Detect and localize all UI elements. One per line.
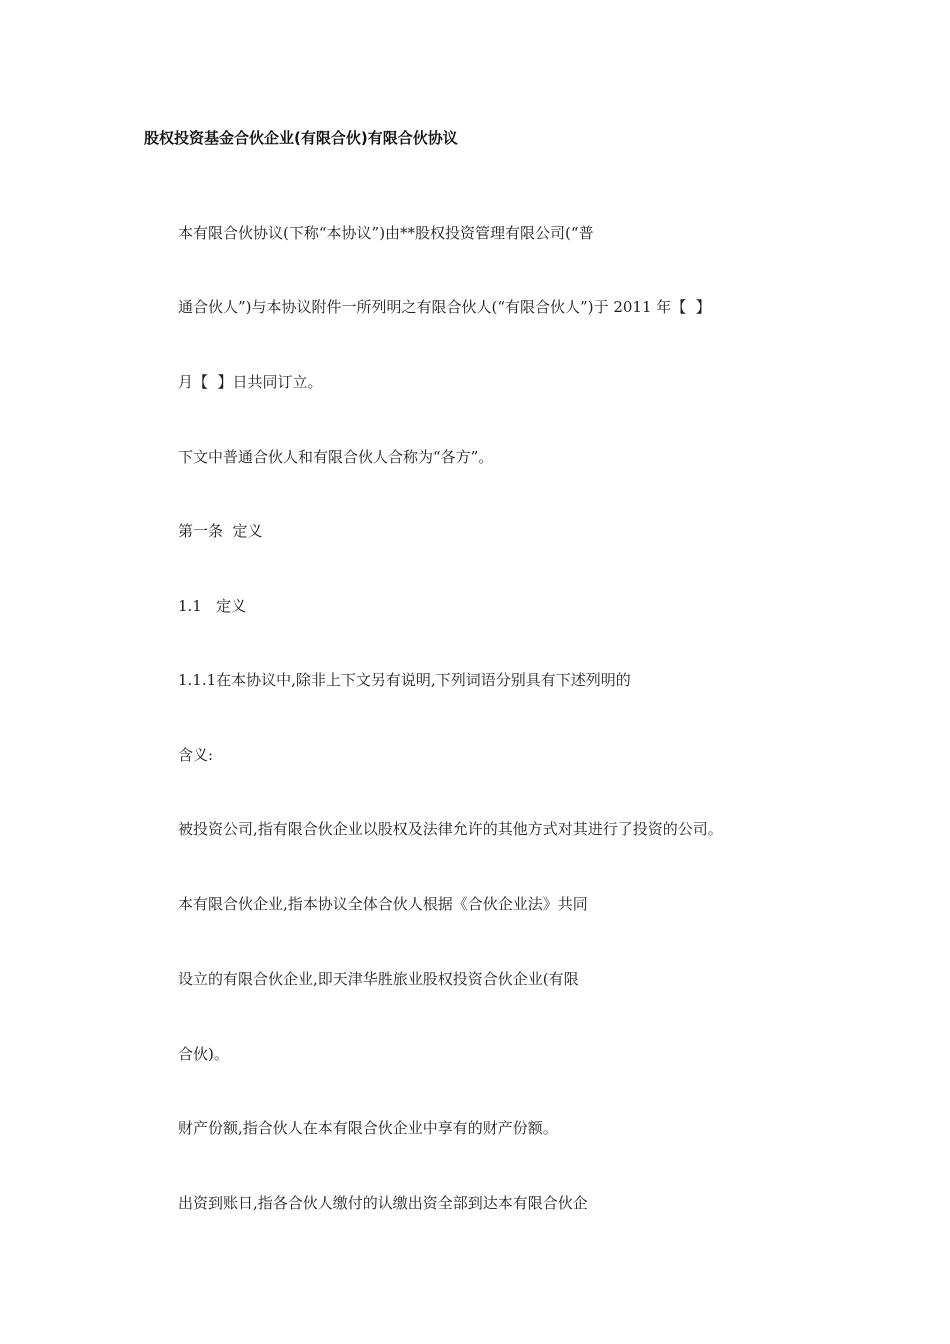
body-line: 设立的有限合伙企业,即天津华胜旅业股权投资合伙企业(有限 [178,970,579,988]
body-line: 1.1.1在本协议中,除非上下文另有说明,下列词语分别具有下述列明的 [178,671,631,689]
body-line: 本有限合伙企业,指本协议全体合伙人根据《合伙企业法》共同 [178,895,588,913]
body-line: 月【 】日共同订立。 [178,373,323,391]
body-line: 财产份额,指合伙人在本有限合伙企业中享有的财产份额。 [178,1119,558,1137]
body-line: 含义: [178,746,214,764]
document-title: 股权投资基金合伙企业(有限合伙)有限合伙协议 [144,129,458,147]
subsection-heading: 1.1 定义 [178,597,247,615]
body-line: 下文中普通合伙人和有限合伙人合称为“各方”。 [178,448,494,466]
body-line: 被投资公司,指有限合伙企业以股权及法律允许的其他方式对其进行了投资的公司。 [178,820,723,838]
body-line: 本有限合伙协议(下称“本协议”)由**股权投资管理有限公司(“普 [178,224,594,242]
section-heading: 第一条 定义 [178,522,263,540]
body-line: 合伙)。 [178,1045,229,1063]
body-line: 通合伙人”)与本协议附件一所列明之有限合伙人(“有限合伙人”)于 2011 年【 】 [178,298,711,316]
body-line: 出资到账日,指各合伙人缴付的认缴出资全部到达本有限合伙企 [178,1194,588,1212]
